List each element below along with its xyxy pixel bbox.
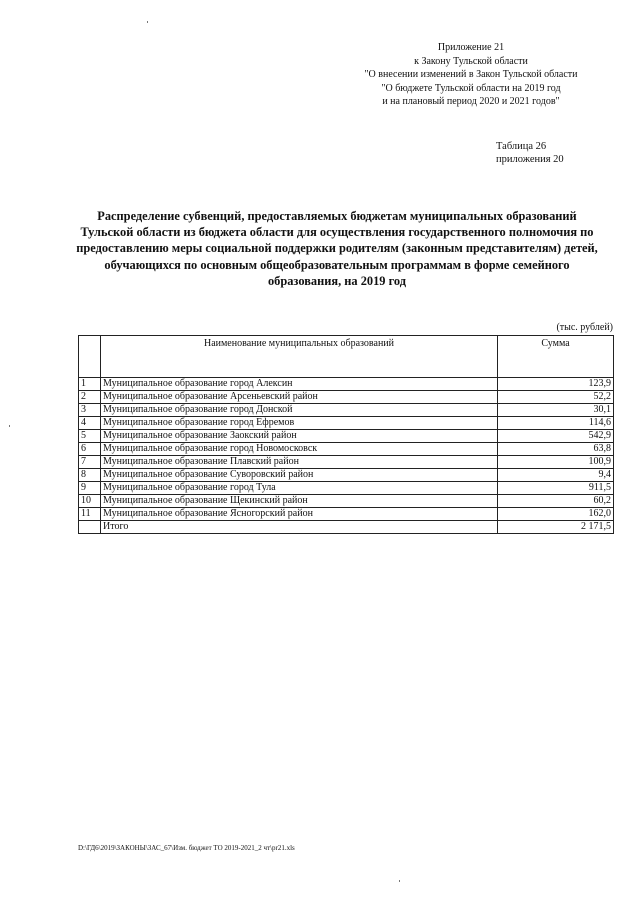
total-label: Итого (101, 521, 498, 534)
row-sum: 100,9 (498, 456, 614, 469)
row-number: 5 (79, 430, 101, 443)
row-name: Муниципальное образование Ясногорский район (101, 508, 498, 521)
table-header-row (79, 336, 614, 378)
table-row (79, 469, 614, 482)
header-name-cell: Наименование муниципальных образований (101, 336, 498, 378)
title-line: Распределение субвенций, предоставляемых бюджетам муниципальных образований (97, 209, 577, 223)
scan-speck (399, 880, 400, 882)
table-row (79, 495, 614, 508)
appendix-line: и на плановый период 2020 и 2021 годов" (382, 96, 560, 107)
row-name: Муниципальное образование город Донской (101, 404, 498, 417)
table-row (79, 456, 614, 469)
appendix-header (340, 41, 602, 109)
row-name: Муниципальное образование город Новомосковск (101, 443, 498, 456)
total-row (79, 521, 614, 534)
scan-speck (147, 21, 148, 23)
row-name: Муниципальное образование Щекинский район (101, 495, 498, 508)
file-path-footer: D:\ГД6\2019\ЗАКОНЫ\ЗАС_67\Изм. бюджет ТО 2019-2021_2 чт\pr21.xls (78, 844, 295, 852)
row-sum: 114,6 (498, 417, 614, 430)
table-row (79, 417, 614, 430)
row-sum: 52,2 (498, 391, 614, 404)
scan-speck (9, 425, 10, 427)
row-sum: 30,1 (498, 404, 614, 417)
row-number: 6 (79, 443, 101, 456)
units-label: (тыс. рублей) (556, 322, 613, 333)
appendix-line: "О внесении изменений в Закон Тульской области (364, 69, 578, 80)
appendix-line: "О бюджете Тульской области на 2019 год (381, 82, 561, 94)
appendix-line: к Закону Тульской области (414, 55, 528, 67)
total-number-cell (79, 521, 101, 534)
row-number: 3 (79, 404, 101, 417)
total-sum: 2 171,5 (498, 521, 614, 534)
row-sum: 63,8 (498, 443, 614, 456)
row-name: Муниципальное образование Суворовский район (101, 469, 498, 482)
table-row (79, 482, 614, 495)
title-line: обучающихся по основным общеобразовательным программам в форме семейного (104, 257, 570, 272)
row-number: 8 (79, 469, 101, 482)
row-sum: 911,5 (498, 482, 614, 495)
title-line: Тульской области из бюджета области для осуществления государственного полномочия по (80, 225, 594, 240)
row-number: 9 (79, 482, 101, 495)
document-title (60, 208, 614, 289)
row-name: Муниципальное образование Заокский район (101, 430, 498, 443)
row-sum: 542,9 (498, 430, 614, 443)
row-name: Муниципальное образование город Алексин (101, 378, 498, 391)
row-number: 7 (79, 456, 101, 469)
title-line: образования, на 2019 год (267, 273, 407, 288)
row-name: Муниципальное образование Арсеньевский район (101, 391, 498, 404)
title-line: предоставлению меры социальной поддержки родителям (законным представителям) детей, (76, 241, 598, 256)
row-sum: 9,4 (498, 469, 614, 482)
subsidy-table (78, 335, 614, 534)
table-ref-line: приложения 20 (496, 154, 564, 165)
table-reference (496, 140, 564, 166)
row-name: Муниципальное образование город Ефремов (101, 417, 498, 430)
table-row (79, 430, 614, 443)
row-sum: 60,2 (498, 495, 614, 508)
row-number: 10 (79, 495, 101, 508)
table-row (79, 391, 614, 404)
appendix-line: Приложение 21 (437, 42, 505, 53)
row-sum: 123,9 (498, 378, 614, 391)
table-row (79, 404, 614, 417)
table-row (79, 378, 614, 391)
row-name: Муниципальное образование город Тула (101, 482, 498, 495)
table-row (79, 443, 614, 456)
header-num-cell (79, 336, 101, 378)
row-sum: 162,0 (498, 508, 614, 521)
row-number: 11 (79, 508, 101, 521)
row-number: 1 (79, 378, 101, 391)
table-ref-line: Таблица 26 (496, 141, 547, 152)
row-number: 2 (79, 391, 101, 404)
header-sum-cell: Сумма (498, 336, 614, 378)
row-name: Муниципальное образование Плавский район (101, 456, 498, 469)
row-number: 4 (79, 417, 101, 430)
table-row (79, 508, 614, 521)
